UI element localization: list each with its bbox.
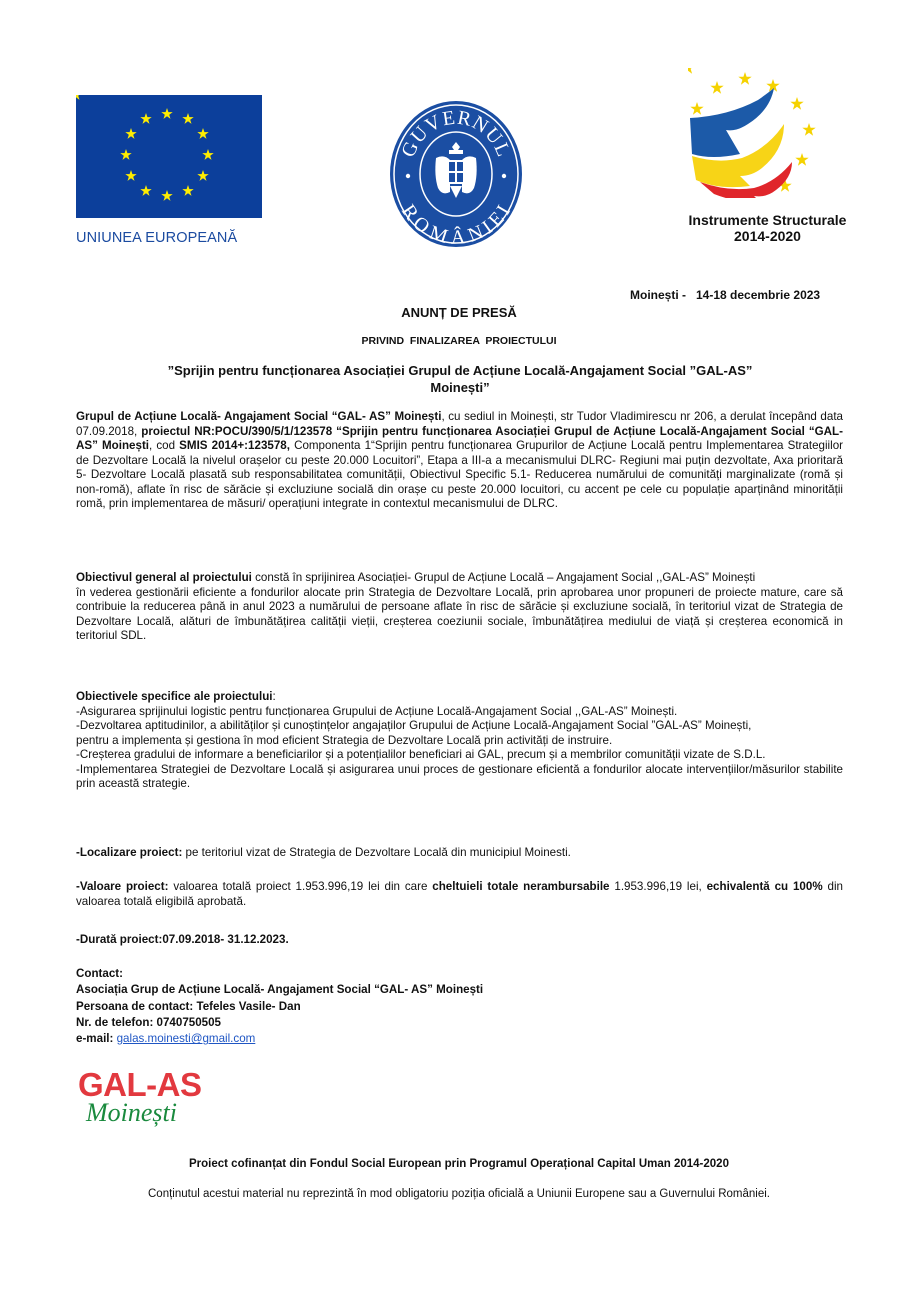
- contact-heading: Contact:: [76, 967, 124, 980]
- specific-objective-item: -Dezvoltarea aptitudinilor, a abilităților și cunoștințelor angajaților Grupului de Acțiune Locală-Angajament Social ”GAL-AS” Moinești,: [76, 719, 752, 732]
- intro-text-1: , cu sediul in Moinești, str Tudor Vladimirescu nr 206, a derulat începând data 07.09.2018,: [76, 410, 843, 438]
- specific-objective-item: -Asigurarea sprijinului logistic pentru funcționarea Grupului de Acțiune Locală-Angajament Social ,,GAL-AS” Moinești.: [76, 704, 678, 718]
- general-objective-paragraph: [76, 571, 843, 644]
- cofinancing-note: Proiect cofinanțat din Fondul Social European prin Programul Operațional Capital Uman 2014-2020: [189, 1158, 729, 1170]
- project-title-line-1: ”Sprijin pentru funcționarea Asociației Grupul de Acțiune Locală-Angajament Social ”GAL-AS”: [167, 363, 753, 378]
- duration-text: -Durată proiect:07.09.2018- 31.12.2023.: [76, 933, 289, 946]
- contact-organization: Asociația Grup de Acțiune Locală- Angajament Social “GAL- AS” Moinești: [76, 983, 484, 997]
- contact-person: Persoana de contact: Tefeles Vasile- Dan: [76, 999, 301, 1013]
- project-title: [80, 362, 840, 396]
- value-label: -Valoare proiect:: [76, 880, 169, 893]
- specific-objective-item: -Creșterea gradului de informare a beneficiarilor și a potențialilor beneficiari ai GAL, precum și a membrilor comunității vizate de S.D.L.: [76, 748, 766, 761]
- value-text-2: 1.953.996,19 lei,: [609, 880, 707, 893]
- duration-paragraph: [76, 933, 843, 948]
- project-title-line-2: Moinești”: [430, 380, 490, 395]
- value-text-1: valoarea totală proiect 1.953.996,19 lei din care: [168, 880, 433, 893]
- eu-flag-icon: [76, 95, 262, 218]
- gal-as-logo: [78, 1066, 218, 1130]
- specific-objective-item: -Implementarea Strategiei de Dezvoltare Locală și asigurarea unui proces de gestionare eficientă a fondurilor alocate intervențiilor/măsurilor stabilite prin această strategie.: [76, 762, 843, 790]
- structural-instruments-logo-icon: [688, 68, 823, 198]
- value-paragraph: [76, 880, 843, 909]
- structural-instruments-years: 2014-2020: [734, 228, 801, 244]
- intro-text-3: Componenta 1“Sprijin pentru funcționarea Grupurilor de Acțiune Locală pentru Implementarea Strategiilor de Dezvoltare Locală la nivelul orașelor cu peste 20.000 Locuitori”, Etapa a III-a a mecanismului DLRC- Regiuni mai puțin dezvoltate, Axa prioritară 5- Dezvoltare Locală plasată sub responsabilitatea comunității, Obiectivul Specific 5.1- Reducerea numărului de comunități marginalizate (romă și non-romă), aflate în risc de sărăcie și excluziune socială din orașe cu peste 20.000 locuitori, cu accent pe cele cu populație aparținând minorității romă, prin implementarea de măsuri/ operațiuni integrate in contextul mecanismului de DLRC.: [76, 439, 844, 510]
- disclaimer-note: Conținutul acestui material nu reprezintă în mod obligatoriu poziția oficială a Uniunii Europene sau a Guvernului României.: [148, 1188, 770, 1200]
- svg-text:ROMÂNIEI: ROMÂNIEI: [396, 200, 516, 248]
- svg-text:GUVERNUL: GUVERNUL: [397, 106, 515, 161]
- intro-text-2: , cod: [149, 439, 180, 452]
- specific-objective-item: pentru a implementa și gestiona în mod eficient Strategia de Dezvoltare Locală prin activități de instruire.: [76, 733, 613, 747]
- specific-objectives-label: Obiectivele specifice ale proiectului: [76, 690, 273, 703]
- structural-instruments-caption: [655, 212, 880, 244]
- contact-phone: Nr. de telefon: 0740750505: [76, 1015, 222, 1029]
- location-text: pe teritoriul vizat de Strategia de Dezvoltare Locală din municipiul Moinesti.: [182, 846, 571, 859]
- project-number: proiectul NR:POCU/390/5/1/123578 “Sprijin pentru funcționarea Asociației Grupul de Acțiune Locală-Angajament Social “GAL- AS” Moinești: [76, 424, 843, 452]
- location-label: -Localizare proiect:: [76, 846, 183, 859]
- value-bold-1: cheltuieli totale nerambursabile: [432, 880, 610, 893]
- value-text-3: din valoarea totală eligibilă aprobată.: [76, 880, 843, 908]
- page-title: ANUNȚ DE PRESĂ: [401, 305, 517, 320]
- contact-block: [76, 966, 843, 1047]
- location-paragraph: [76, 846, 843, 861]
- general-objective-text: în vederea gestionării eficiente a fondurilor alocate prin Strategia de Dezvoltare Locală, prin aprobarea unor propuneri de proiecte mature, care să contribuie la reducerea până in anul 2023 a numărului de persoane aflate în risc de sărăcie și excluziune socială, în teritoriul vizat de Strategia de Dezvoltare Locală, alături de îmbunătățirea calității vieții, creșterea coeziunii sociale, îmbunătățirea mediului de viață și creșterea economică in teritoriul SDL.: [76, 585, 843, 642]
- page-subtitle: PRIVIND FINALIZAREA PROIECTULUI: [361, 335, 557, 347]
- value-bold-2: echivalentă cu 100%: [706, 880, 823, 893]
- specific-objectives-section: Obiectivele specifice ale proiectului: -Asigurarea sprijinului logistic pentru funcționarea Grupului de Acțiune Locală-Angajament Social ,,GAL-AS” Moinești. -Dezvoltarea aptitudinilor, a abilităților și cunoștințelor angajaților Grupului de Acțiune Locală-Angajament Social ”GAL-AS” Moinești, pentru a implementa și gestiona în mod eficient Strategia de Dezvoltare Locală prin activități de instruire. -Creșterea gradului de informare a beneficiarilor și a potențialilor beneficiari ai GAL, precum și a membrilor comunității vizate de S.D.L. -Implementarea Strategiei de Dezvoltare Locală și asigurarea unui proces de gestionare eficientă a fondurilor alocate intervențiilor/măsurilor stabilite prin această strategie.: [76, 690, 843, 790]
- contact-email-link[interactable]: galas.moinesti@gmail.com: [116, 1032, 256, 1046]
- intro-paragraph: [76, 410, 843, 512]
- place-date: Moinești - 14-18 decembrie 2023: [630, 288, 821, 302]
- general-objective-line1: constă în sprijinirea Asociației- Grupul de Acțiune Locală – Angajament Social ,,GAL-AS” Moinești: [251, 571, 756, 584]
- organization-name: Grupul de Acțiune Locală- Angajament Social “GAL- AS” Moinești: [76, 410, 442, 423]
- eu-caption: UNIUNEA EUROPEANĂ: [76, 230, 238, 246]
- gal-as-logo-top: GAL-AS: [78, 1066, 202, 1103]
- gal-as-logo-bottom: Moinești: [86, 1098, 177, 1127]
- general-objective-label: Obiectivul general al proiectului: [76, 571, 252, 584]
- structural-instruments-title: Instrumente Structurale: [688, 212, 847, 228]
- romanian-government-seal-icon: [389, 100, 523, 248]
- smis-code: SMIS 2014+:123578,: [179, 439, 290, 452]
- contact-email-label: e-mail:: [76, 1032, 117, 1046]
